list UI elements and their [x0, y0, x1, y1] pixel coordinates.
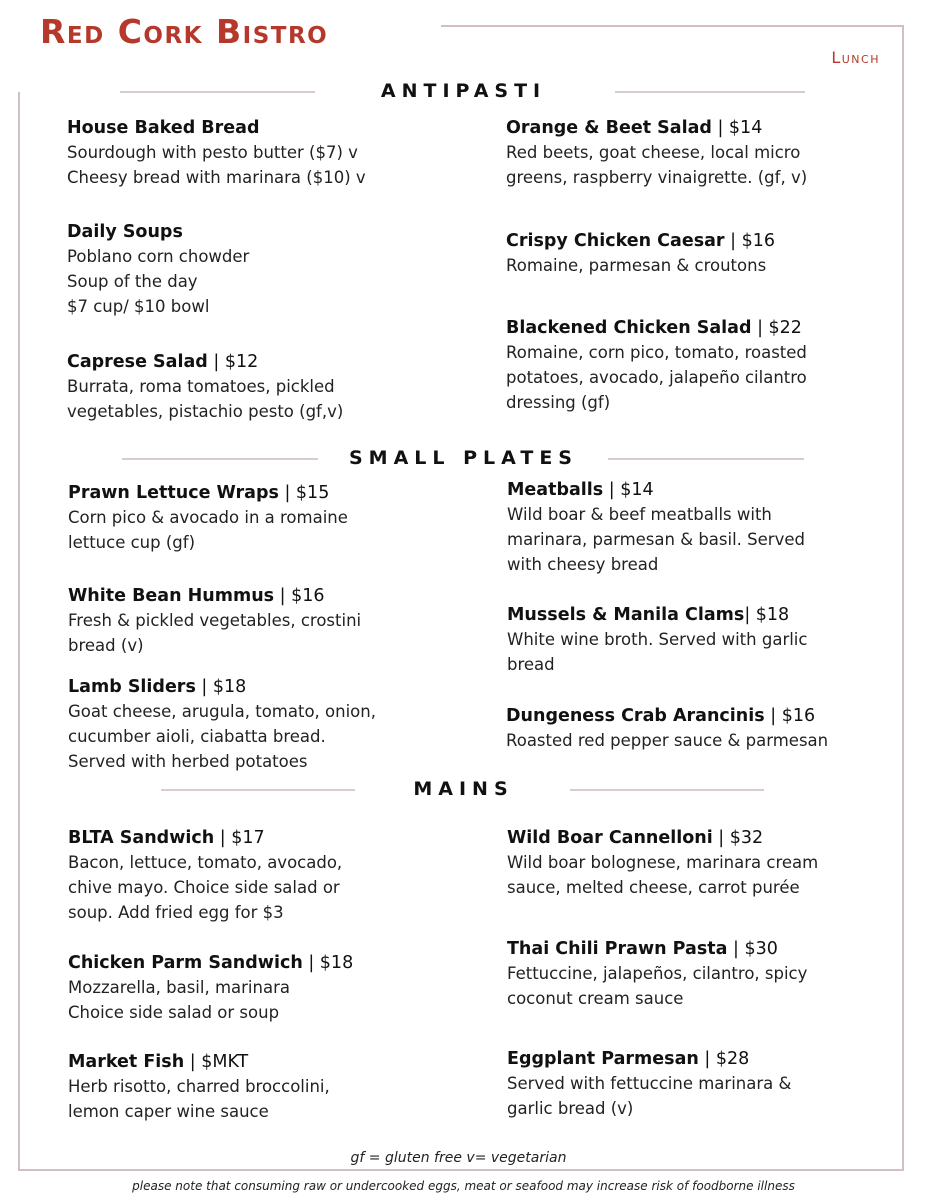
item-name: Dungeness Crab Arancinis [506, 706, 765, 726]
item-price: | $22 [751, 318, 802, 338]
item-description: Red beets, goat cheese, local micro greens, raspberry vinaigrette. (gf, v) [506, 143, 808, 187]
item-price: | $18 [302, 953, 354, 973]
item-name: Daily Soups [67, 222, 183, 242]
section-title: MAINS [413, 778, 514, 800]
item-description: Burrata, roma tomatoes, pickled vegetables, pistachio pesto (gf,v) [67, 377, 344, 421]
item-price: | $16 [764, 706, 816, 726]
section-title: ANTIPASTI [380, 80, 547, 102]
item-description: Wild boar & beef meatballs with marinara, parmesan & basil. Served with cheesy bread [507, 505, 805, 574]
item-description: Bacon, lettuce, tomato, avocado, chive mayo. Choice side salad or soup. Add fried egg for $3 [68, 853, 343, 922]
item-description: Mozzarella, basil, marinara Choice side salad or soup [68, 978, 290, 1022]
item-price: | $30 [727, 939, 778, 959]
item-description: White wine broth. Served with garlic bread [507, 630, 808, 674]
item-name: Lamb Sliders [68, 677, 196, 697]
item-name: Prawn Lettuce Wraps [68, 483, 279, 503]
item-price: | $16 [724, 231, 775, 251]
menu-item-chicken-parm-sandwich [68, 951, 468, 1025]
item-price: | $18 [195, 677, 247, 697]
menu-item-house-bread [67, 116, 467, 190]
item-description: Fettuccine, jalapeños, cilantro, spicy coconut cream sauce [507, 964, 808, 1008]
item-name: Chicken Parm Sandwich [68, 953, 303, 973]
dietary-legend-text: gf = gluten free v= vegetarian [350, 1150, 567, 1166]
item-description: Goat cheese, arugula, tomato, onion, cucumber aioli, ciabatta bread. Served with herbed potatoes [68, 702, 376, 771]
item-description: Served with fettuccine marinara & garlic bread (v) [507, 1074, 792, 1118]
frame-border-top [441, 25, 903, 27]
item-name: Crispy Chicken Caesar [506, 231, 725, 251]
section-title: SMALL PLATES [348, 447, 578, 469]
menu-item-crispy-chicken-caesar [506, 229, 906, 278]
item-price: | $MKT [184, 1052, 249, 1072]
menu-item-dungeness-crab-arancinis [506, 704, 906, 753]
item-name: Orange & Beet Salad [506, 118, 712, 138]
item-price: | $16 [274, 586, 325, 606]
dietary-legend [0, 1150, 927, 1166]
restaurant-title: Red Cork Bistro [40, 12, 329, 51]
menu-item-daily-soups [67, 220, 467, 319]
item-description: Roasted red pepper sauce & parmesan [506, 731, 829, 750]
item-description: Herb risotto, charred broccolini, lemon caper wine sauce [68, 1077, 330, 1121]
menu-item-caprese-salad [67, 350, 467, 424]
item-name: Market Fish [68, 1052, 185, 1072]
section-antipasti [0, 80, 927, 104]
item-name: White Bean Hummus [68, 586, 275, 606]
item-description: Corn pico & avocado in a romaine lettuce cup (gf) [68, 508, 348, 552]
menu-item-lamb-sliders [68, 675, 468, 774]
item-price: | $14 [603, 480, 654, 500]
item-description: Sourdough with pesto butter ($7) v Cheesy bread with marinara ($10) v [67, 143, 366, 187]
item-name: Eggplant Parmesan [507, 1049, 699, 1069]
section-small-plates [0, 447, 927, 471]
item-price: | $12 [207, 352, 259, 372]
item-description: Romaine, corn pico, tomato, roasted potatoes, avocado, jalapeño cilantro dressing (gf) [506, 343, 807, 412]
item-description: Poblano corn chowder Soup of the day $7 cup/ $10 bowl [67, 247, 250, 316]
item-name: Caprese Salad [67, 352, 208, 372]
menu-item-orange-beet-salad [506, 116, 906, 190]
item-name: Thai Chili Prawn Pasta [507, 939, 728, 959]
item-name: Wild Boar Cannelloni [507, 828, 713, 848]
item-price: | $15 [278, 483, 330, 503]
item-description: Romaine, parmesan & croutons [506, 256, 767, 275]
item-price: | $17 [214, 828, 265, 848]
item-name: Mussels & Manila Clams [507, 605, 745, 625]
menu-item-white-bean-hummus [68, 584, 468, 658]
item-price: | $32 [712, 828, 764, 848]
menu-item-prawn-lettuce-wraps [68, 481, 468, 555]
menu-item-blackened-chicken-salad [506, 316, 906, 415]
item-name: Blackened Chicken Salad [506, 318, 752, 338]
item-price: | $18 [744, 605, 790, 625]
section-mains [0, 778, 927, 802]
frame-border-left [18, 92, 20, 1170]
menu-item-mussels-manila-clams [507, 603, 907, 677]
item-name: Meatballs [507, 480, 604, 500]
menu-item-blta-sandwich [68, 826, 468, 925]
menu-item-meatballs [507, 478, 907, 577]
item-name: BLTA Sandwich [68, 828, 215, 848]
frame-border-bottom [18, 1169, 904, 1171]
item-price: | $14 [711, 118, 763, 138]
item-description: Wild boar bolognese, marinara cream sauce, melted cheese, carrot purée [507, 853, 819, 897]
menu-item-eggplant-parmesan [507, 1047, 907, 1121]
menu-item-market-fish [68, 1050, 468, 1124]
item-description: Fresh & pickled vegetables, crostini bread (v) [68, 611, 362, 655]
menu-item-thai-chili-prawn-pasta [507, 937, 907, 1011]
menu-item-wild-boar-cannelloni [507, 826, 907, 900]
meal-label: Lunch [831, 48, 880, 67]
item-name: House Baked Bread [67, 118, 260, 138]
food-safety-note: please note that consuming raw or undercooked eggs, meat or seafood may increase risk of foodborne illness [132, 1179, 795, 1193]
item-price: | $28 [698, 1049, 750, 1069]
